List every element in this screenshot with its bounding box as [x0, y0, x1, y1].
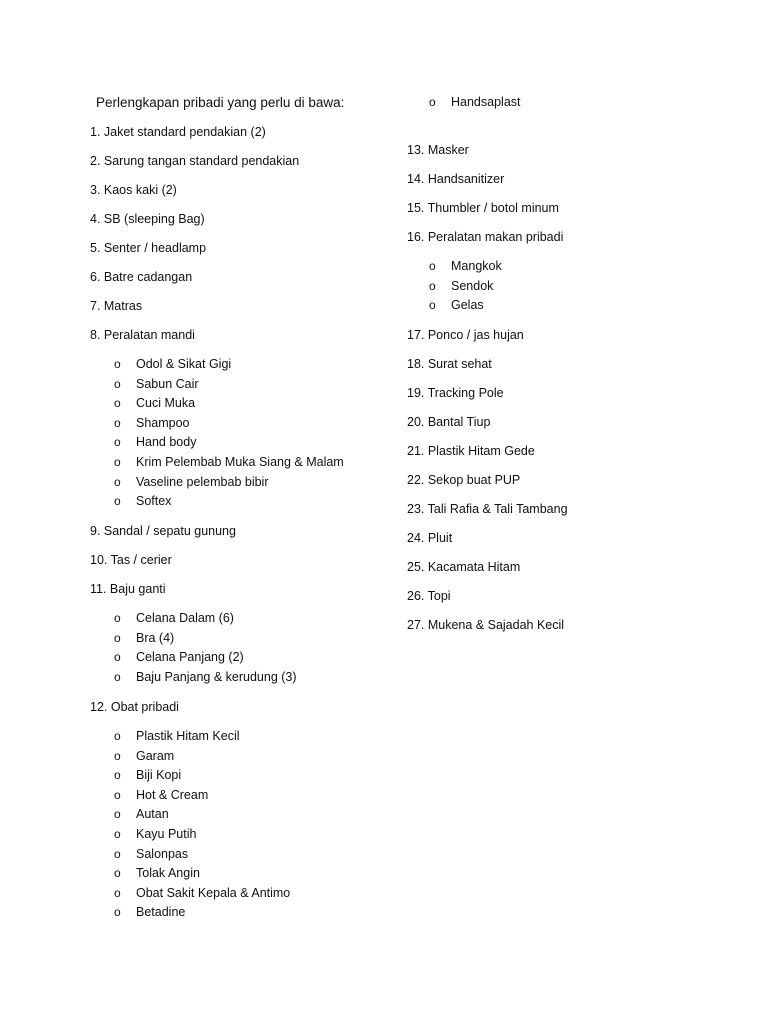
list-item: 2. Sarung tangan standard pendakian — [90, 154, 300, 168]
bullet-marker: o — [114, 435, 121, 450]
sub-list-item — [114, 493, 171, 509]
sub-list-item-label: Gelas — [451, 298, 484, 313]
sub-list-item-label: Cuci Muka — [136, 396, 196, 411]
sub-list-item — [429, 258, 502, 274]
list-item: 15. Thumbler / botol minum — [407, 201, 559, 215]
sub-list-item-label: Celana Panjang (2) — [136, 650, 244, 665]
sub-list-item-label: Biji Kopi — [136, 768, 182, 783]
page-title: Perlengkapan pribadi yang perlu di bawa: — [96, 95, 345, 110]
sub-list-item-label: Plastik Hitam Kecil — [136, 729, 240, 743]
list-item: 12. Obat pribadi — [90, 700, 179, 714]
sub-list-item-label: Softex — [136, 494, 172, 509]
sub-list-item-label: Tolak Angin — [136, 866, 200, 881]
list-item: 19. Tracking Pole — [407, 386, 504, 401]
list-item: 22. Sekop buat PUP — [407, 473, 521, 488]
sub-list-item — [114, 904, 185, 920]
sub-list-item-label: Sabun Cair — [136, 376, 199, 391]
sub-list-item-label: Garam — [136, 748, 175, 763]
sub-list-item — [114, 630, 174, 646]
list-item: 11. Baju ganti — [90, 582, 166, 597]
sub-list-item — [114, 728, 240, 744]
bullet-marker: o — [114, 670, 121, 684]
sub-list-item-label: Autan — [136, 807, 169, 822]
sub-list-item — [114, 610, 234, 626]
sub-list-item — [114, 454, 344, 470]
sub-list-item — [429, 94, 521, 110]
sub-list-item — [114, 474, 269, 490]
sub-list-item — [114, 395, 195, 411]
list-item: 9. Sandal / sepatu gunung — [90, 524, 236, 539]
list-item: 4. SB (sleeping Bag) — [90, 212, 205, 226]
sub-list-item-label: Betadine — [136, 905, 186, 920]
sub-list-item-label: Handsaplast — [451, 95, 521, 109]
list-item: 20. Bantal Tiup — [407, 415, 491, 430]
bullet-marker: o — [429, 278, 436, 293]
sub-list-item — [114, 885, 290, 901]
sub-list-item — [114, 787, 208, 803]
bullet-marker: o — [114, 768, 121, 783]
bullet-marker: o — [114, 787, 121, 802]
sub-list-item — [114, 649, 244, 665]
list-item: 21. Plastik Hitam Gede — [407, 444, 535, 459]
sub-list-item — [114, 376, 199, 392]
sub-list-item-label: Vaseline pelembab bibir — [136, 474, 269, 489]
bullet-marker: o — [114, 376, 121, 391]
bullet-marker: o — [114, 885, 121, 900]
sub-list-item-label: Sendok — [451, 278, 494, 293]
sub-list-item — [114, 865, 200, 881]
sub-list-item-label: Salonpas — [136, 846, 189, 861]
sub-list-item — [114, 767, 181, 783]
list-item: 1. Jaket standard pendakian (2) — [90, 125, 266, 139]
list-item: 6. Batre cadangan — [90, 270, 193, 284]
sub-list-item-label: Krim Pelembab Muka Siang & Malam — [136, 455, 344, 469]
sub-list-item-label: Mangkok — [451, 259, 502, 273]
bullet-marker: o — [114, 630, 121, 645]
bullet-marker: o — [114, 611, 121, 626]
list-item: 8. Peralatan mandi — [90, 328, 195, 342]
bullet-marker: o — [114, 357, 121, 371]
bullet-marker: o — [429, 298, 436, 313]
list-item: 3. Kaos kaki (2) — [90, 183, 177, 197]
bullet-marker: o — [114, 748, 121, 763]
bullet-marker: o — [114, 650, 121, 665]
sub-list-item-label: Kayu Putih — [136, 827, 197, 841]
sub-list-item — [114, 806, 169, 822]
bullet-marker: o — [114, 729, 121, 743]
list-item: 18. Surat sehat — [407, 357, 492, 372]
sub-list-item-label: Baju Panjang & kerudung (3) — [136, 670, 297, 684]
sub-list-item — [114, 434, 196, 450]
list-item: 10. Tas / cerier — [90, 553, 172, 568]
bullet-marker: o — [114, 455, 121, 469]
sub-list-item — [114, 826, 196, 842]
sub-list-item — [429, 297, 484, 313]
list-item: 26. Topi — [407, 589, 451, 604]
sub-list-item — [114, 669, 297, 685]
sub-list-item-label: Hand body — [136, 435, 197, 450]
bullet-marker: o — [114, 807, 121, 822]
sub-list-item — [114, 748, 174, 764]
list-item: 13. Masker — [407, 143, 469, 157]
bullet-marker: o — [114, 866, 121, 881]
list-item: 23. Tali Rafia & Tali Tambang — [407, 502, 568, 517]
list-item: 7. Matras — [90, 299, 143, 313]
bullet-marker: o — [114, 396, 121, 411]
list-item: 17. Ponco / jas hujan — [407, 328, 524, 343]
bullet-marker: o — [114, 415, 121, 430]
sub-list-item-label: Odol & Sikat Gigi — [136, 357, 232, 371]
list-item: 14. Handsanitizer — [407, 172, 505, 186]
sub-list-item-label: Obat Sakit Kepala & Antimo — [136, 885, 291, 900]
list-item: 27. Mukena & Sajadah Kecil — [407, 618, 565, 633]
bullet-marker: o — [114, 846, 121, 861]
sub-list-item-label: Celana Dalam (6) — [136, 611, 234, 626]
bullet-marker: o — [429, 95, 436, 109]
list-item: 5. Senter / headlamp — [90, 241, 207, 255]
bullet-marker: o — [114, 827, 121, 841]
sub-list-item — [114, 356, 231, 372]
sub-list-item-label: Bra (4) — [136, 630, 175, 645]
bullet-marker: o — [114, 474, 121, 489]
sub-list-item-label: Shampoo — [136, 415, 190, 430]
list-item: 24. Pluit — [407, 531, 453, 546]
list-item: 16. Peralatan makan pribadi — [407, 230, 564, 244]
sub-list-item — [114, 415, 190, 431]
sub-list-item-label: Hot & Cream — [136, 787, 209, 802]
sub-list-item — [114, 846, 188, 862]
bullet-marker: o — [114, 905, 121, 920]
sub-list-item — [429, 278, 493, 294]
bullet-marker: o — [114, 494, 121, 509]
list-item: 25. Kacamata Hitam — [407, 560, 521, 575]
bullet-marker: o — [429, 259, 436, 273]
